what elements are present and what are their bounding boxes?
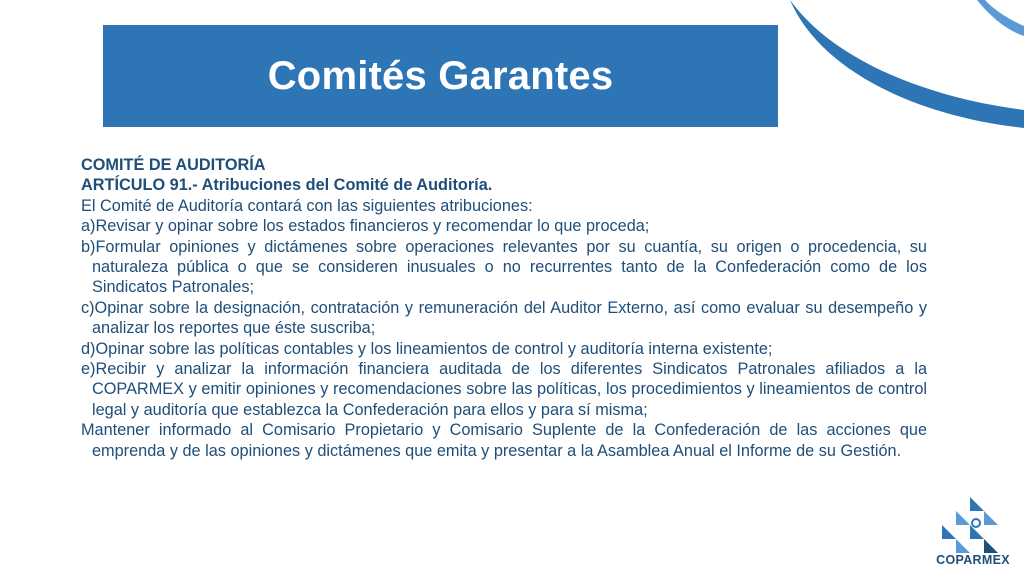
list-item-b: b)Formular opiniones y dictámenes sobre operaciones relevantes por su cuantía, su origen o procedencia, su naturaleza pública o que se consideren inusuales o no recurrentes tanto de la Confederación como de los Sindicatos Patronales; — [81, 237, 927, 297]
coparmex-logo — [928, 495, 1018, 571]
logo-text: COPARMEX — [936, 553, 1010, 567]
content-body — [81, 155, 927, 461]
list-item-c: c)Opinar sobre la designación, contratación y remuneración del Auditor Externo, así como evaluar su desempeño y analizar los reportes que éste suscriba; — [81, 298, 927, 338]
section-heading: COMITÉ DE AUDITORÍA — [81, 156, 266, 174]
list-item-a: a)Revisar y opinar sobre los estados financieros y recomendar lo que proceda; — [81, 217, 650, 236]
list-item-final: Mantener informado al Comisario Propietario y Comisario Suplente de la Confederación de las acciones que emprenda y de las opiniones y dictámenes que emita y presentar a la Asamblea Anual el Informe de su Gestión. — [81, 421, 927, 460]
coparmex-logo-icon — [928, 495, 1018, 555]
intro-paragraph: El Comité de Auditoría contará con las siguientes atribuciones: — [81, 196, 533, 215]
title-banner — [103, 25, 778, 127]
slide-title: Comités Garantes — [267, 53, 614, 98]
list-item-d: d)Opinar sobre las políticas contables y los lineamientos de control y auditoría interna existente; — [81, 339, 773, 358]
list-item-e: e)Recibir y analizar la información financiera auditada de los diferentes Sindicatos Patronales afiliados a la COPARMEX y emitir opiniones y recomendaciones sobre las políticas, los procedimientos y lineamientos de control legal y auditoría que establezca la Confederación para ellos y para sí misma; — [81, 360, 927, 419]
article-heading: ARTÍCULO 91.- Atribuciones del Comité de Auditoría. — [81, 176, 493, 195]
